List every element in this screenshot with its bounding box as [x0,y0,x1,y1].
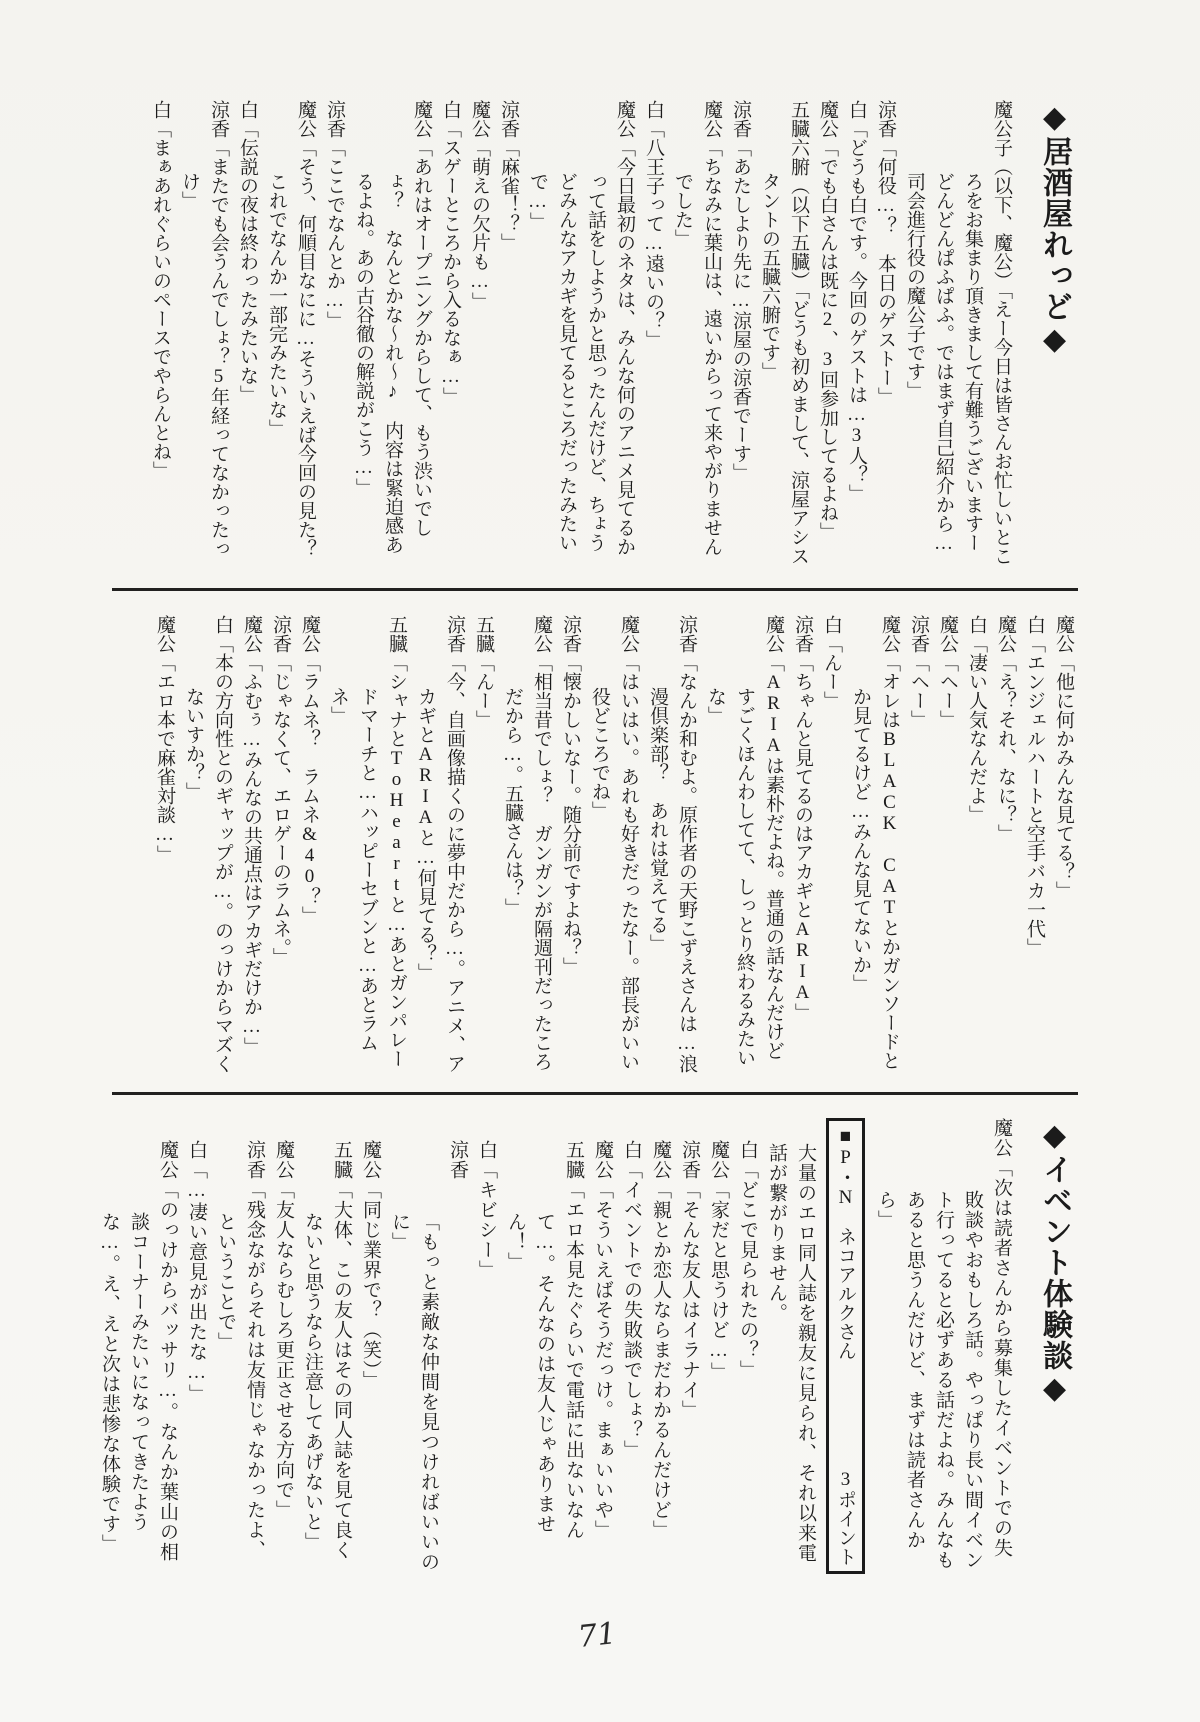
dialogue-entry [150,615,179,1077]
dialogue-entry [904,615,933,1077]
dialogue-entry [146,100,175,570]
speaker-label: 魔公 [995,615,1016,653]
dialogue-text: 「エンジェルハートと空手バカ一代」 [1024,634,1045,957]
dialogue-entry [320,100,349,570]
dialogue-text: 「残念ながらそれは友情じゃなかったよ、ということで」 [215,1180,265,1560]
speaker-label: 涼香 [792,615,813,653]
speaker-label: 白 [440,100,461,119]
dialogue-entry [498,615,556,1077]
dialogue-entry [675,1118,704,1574]
dialogue-text: 「相当昔でしょ？ ガンガンが隔週刊だったころだから…。五臓さんは？」 [502,653,552,1071]
speaker-label: 涼香 [324,100,345,138]
dialogue-text: 「ラムネ？ ラムネ&40？」 [299,653,320,925]
dialogue-entry [639,100,668,570]
dialogue-text: 「またでも会うんでしょ？5年経ってなかったっけ」 [179,138,229,558]
dialogue-text: 「懐かしいなー。随分前ですよね？」 [560,653,581,976]
speaker-label: 魔公 [701,100,722,138]
dialogue-text: 「八王子って…遠いの？」 [643,119,664,349]
speaker-label: 五臓 [331,1140,352,1180]
dialogue-text: 「エロ本で麻雀対談…」 [154,653,175,864]
dialogue-text: 「ARIAは素朴だよね。普通の話なんだけどすごくほんわしてて、しっとり終わるみたいな」 [705,653,784,1067]
dialogue-entry [788,615,817,1077]
section-heading: ◆居酒屋れっど◆ [1038,100,1071,358]
dialogue-text: 「家だと思うけど…」 [708,1180,729,1382]
dialogue-entry [933,615,962,1077]
dialogue-text: 「あたしより先に…涼屋の涼香でーす」 [730,138,751,482]
speaker-label: 白 [237,100,258,119]
dialogue-text: 「萌えの欠片も…」 [469,138,490,311]
dialogue-text: 「はいはい。あれも好きだったなー。部長がいい役どころでね」 [589,653,639,1071]
dialogue-text: 「んー」 [473,653,494,729]
reader-pen-name-box [826,1118,865,1574]
section-anime-talk [112,615,1078,1077]
dialogue-text: 「シャナとToHeartと…あとガンパレードマーチと…ハッピーセブンと…あとラムネ」 [328,653,407,1068]
dialogue-text: 「凄い人気なんだよ」 [966,634,987,824]
speaker-label: 白 [821,615,842,634]
dialogue-text: 「どうも初めまして、涼屋アシスタントの五臓六腑です」 [759,172,809,566]
dialogue-text: 「友人ならむしろ更正させる方向で」 [273,1180,294,1520]
dialogue-text: 「のっけからバッサリ…。なんか葉山の相談コーナーみたいになってきたような…。え、えと次は悲惨な体験です」 [99,1180,178,1562]
speaker-label: 魔公 [295,100,316,138]
speaker-label: 白 [966,615,987,634]
dialogue-entry [324,615,411,1077]
speaker-label: 魔公 [614,100,635,138]
dialogue-text: 「大体、この友人はその同人誌を見て良くないと思うなら注意してあげないと」 [302,1180,352,1560]
dialogue-text: 「エロ本見たぐらいで電話に出ないなんて…。そんなのは友人じゃありません！」 [505,1180,584,1540]
dialogue-text: 「そう、何順目なにに…そういえば今回の見た？これでなんか一部完みたいな」 [266,138,316,558]
reader-submission [762,1118,820,1574]
dialogue-text: 「ちゃんと見てるのはアカギとARIA」 [792,653,813,1022]
speaker-label: 涼香 [498,100,519,138]
dialogue-entry [1049,615,1078,1077]
dialogue-entry [501,1118,588,1574]
speaker-label: 魔公 [411,100,432,138]
speaker-label: 魔公 [763,615,784,653]
speaker-label: 涼香 [244,1140,265,1180]
dialogue-text: 「麻雀！？」 [498,138,519,252]
dialogue-entry [846,615,904,1077]
dialogue-entry [262,100,320,570]
pen-name-label: ■P・N ネコアルクさん [835,1126,856,1360]
dialogue-entry [175,100,233,570]
dialogue-text: 「今日最初のネタは、みんな何のアニメ見てるかって話をしようかと思ったんだけど、ちょうどみんなアカギを見てるところだったみたいで…」 [527,138,635,556]
dialogue-entry [411,615,469,1077]
speaker-label: 涼香 [730,100,751,138]
dialogue-text: 「…凄い意見が出たな…」 [186,1160,207,1404]
dialogue-entry [755,100,813,570]
dialogue-entry [349,100,436,570]
speaker-label: 涼香 [908,615,929,653]
section-divider [112,588,1078,591]
speaker-label: 五臓 [386,615,407,653]
speaker-label: 白 [476,1140,497,1160]
speaker-label: 魔公 [273,1140,294,1180]
dialogue-entry [494,100,523,570]
dialogue-entry [472,1118,501,1574]
dialogue-entry [211,1118,269,1574]
dialogue-text: 「キビシー」 [476,1160,497,1280]
dialogue-text: 「ふむぅ…みんなの共通点はアカギだけか…」 [241,653,262,1056]
speaker-label: 魔公 [154,615,175,653]
dialogue-text: 「んー」 [821,634,842,710]
dialogue-text: 「でも白さんは既に2、3回参加してるよね」 [817,138,838,541]
speaker-label: 魔公 [469,100,490,138]
speaker-label: 魔公 [1053,615,1074,653]
speaker-label: 魔公 [618,615,639,653]
dialogue-entry [585,615,643,1077]
section-heading: ◆イベント体験談◆ [1038,1118,1071,1407]
speaker-label: 白 [846,100,867,119]
speaker-label: 涼香 [208,100,229,138]
reader-submission-text: 大量のエロ同人誌を親友に見られ、それ以来電話が繋がりません。 [766,1143,816,1563]
dialogue-entry [701,615,788,1077]
speaker-label: 涼香 [560,615,581,653]
dialogue-entry [465,100,494,570]
dialogue-text: 「どうも白です。今回のゲストは…3人？」 [846,119,867,503]
dialogue-entry [668,100,726,570]
speaker-label: 魔公 [817,100,838,138]
dialogue-entry [704,1118,733,1574]
dialogue-entry [469,615,498,1077]
speaker-label: 五臓 [563,1140,584,1180]
dialogue-entry [385,1118,472,1574]
dialogue-entry [733,1118,762,1574]
dialogue-entry [643,615,701,1077]
dialogue-entry [842,100,871,570]
dialogue-entry [182,1118,211,1574]
speaker-label: 涼香 [270,615,291,653]
dialogue-text: 「どこで見られたの？」 [737,1160,758,1380]
speaker-label: 魔公 [879,615,900,653]
dialogue-text: 「えー今日は皆さんお忙しいところをお集まり頂きまして有難うございますーどんどんぱふぱふ。ではまず自己紹介から…司会進行役の魔公子です」 [904,172,1012,566]
dialogue-text: 「伝説の夜は終わったみたいな」 [237,119,258,404]
speaker-label: 魔公 [157,1140,178,1180]
dialogue-entry [179,615,237,1077]
dialogue-entry [646,1118,675,1574]
dialogue-entry [95,1118,182,1574]
dialogue-entry [900,100,1016,570]
speaker-label: 白 [1024,615,1045,634]
page-number: 71 [576,1616,618,1655]
section-event-stories [99,1118,1078,1574]
speaker-label: 五臓六腑（以下五臓） [788,100,809,290]
speaker-label: 魔公 [592,1140,613,1180]
speaker-label: 涼香 [444,615,465,653]
dialogue-entry [356,1118,385,1574]
dialogue-text: 「なんか和むよ。原作者の天野こずえさんは…浪漫倶楽部？ あれは覚えてる」 [647,653,697,1073]
dialogue-entry [1020,615,1049,1077]
dialogue-text: 「本の方向性とのギャップが…。のっけからマズくないすか？」 [183,634,233,1073]
speaker-label: 五臓 [473,615,494,653]
speaker-label: 魔公 [241,615,262,653]
dialogue-text: 「まぁあれぐらいのペースでやらんとね」 [150,119,171,480]
dialogue-entry [295,615,324,1077]
dialogue-text: 「そんな友人はイラナイ」 [679,1180,700,1420]
speaker-label: 魔公 [937,615,958,653]
section-izakaya-red [112,100,1078,570]
dialogue-text: 「イベントでの失敗談でしょ？」 [621,1160,642,1460]
dialogue-entry [298,1118,356,1574]
dialogue-entry [726,100,755,570]
dialogue-text: 「え？それ、なに？」 [995,653,1016,843]
dialogue-text: 「他に何かみんな見てる？」 [1053,653,1074,900]
dialogue-entry [237,615,266,1077]
dialogue-entry [523,100,639,570]
speaker-label: 白 [737,1140,758,1160]
speaker-label: 魔公 [650,1140,671,1180]
dialogue-entry [617,1118,646,1574]
speaker-label: 涼香 [447,1140,468,1180]
dialogue-text: 「ヘー」 [937,653,958,729]
dialogue-entry [269,1118,298,1574]
dialogue-text: 「ヘー」 [908,653,929,729]
dialogue-text: 「もっと素敵な仲間を見つければいいのに」 [389,1212,439,1572]
dialogue-entry [556,615,585,1077]
dialogue-text: 「親とか恋人ならまだわかるんだけど」 [650,1180,671,1540]
dialogue-entry [871,1118,1016,1574]
dialogue-text: 「次は読者さんから募集したイベントでの失敗談やおもしろ話。やっぱり長い間イベント行ってると必ずある話だよね。みんなもあると思うんだけど、まずは読者さんから」 [875,1158,1012,1570]
dialogue-text: 「じゃなくて、エロゲーのラムネ。」 [270,653,291,967]
points-label: 3ポイント [835,1469,856,1566]
dialogue-entry [817,615,846,1077]
dialogue-text: 「同じ業界で？（笑）」 [360,1180,381,1391]
section-divider [112,1092,1078,1095]
dialogue-entry [436,100,465,570]
speaker-label: 涼香 [676,615,697,653]
dialogue-entry [266,615,295,1077]
dialogue-text: 「今、自画像描くのに夢中だから…。アニメ、アカギとARIAと…何見てる？」 [415,653,465,1073]
speaker-label: 白 [212,615,233,634]
dialogue-text: 「ちなみに葉山は、遠いからって来やがりませんでした」 [672,138,722,556]
speaker-label: 魔公子（以下、魔公） [991,100,1012,290]
speaker-label: 白 [621,1140,642,1160]
dialogue-entry [588,1118,617,1574]
speaker-label: 白 [186,1140,207,1160]
dialogue-text: 「オレはBLACK CATとかガンソードとか見てるけど…みんな見てないか」 [850,653,900,1070]
dialogue-entry [962,615,991,1077]
dialogue-text: 「何役…？ 本日のゲストー」 [875,138,896,406]
speaker-label: 魔公 [531,615,552,653]
speaker-label: 魔公 [991,1118,1012,1158]
speaker-label: 魔公 [299,615,320,653]
dialogue-entry [991,615,1020,1077]
dialogue-text: 「ここでなんとか…」 [324,138,345,330]
speaker-label: 白 [643,100,664,119]
speaker-label: 魔公 [360,1140,381,1180]
speaker-label: 涼香 [875,100,896,138]
speaker-label: 魔公 [708,1140,729,1180]
speaker-label: 白 [150,100,171,119]
dialogue-entry [233,100,262,570]
dialogue-text: 「スゲーところから入るなぁ…」 [440,119,461,406]
dialogue-text: 「そういえばそうだっけ。まぁいいや」 [592,1180,613,1540]
dialogue-entry [871,100,900,570]
speaker-label: 涼香 [679,1140,700,1180]
dialogue-entry [813,100,842,570]
dialogue-text: 「あれはオープニングからして、もう渋いでしょ？ なんとかな～れ～♪ 内容は緊迫感あるよね。あの古谷徹の解説がこう…」 [353,138,432,554]
